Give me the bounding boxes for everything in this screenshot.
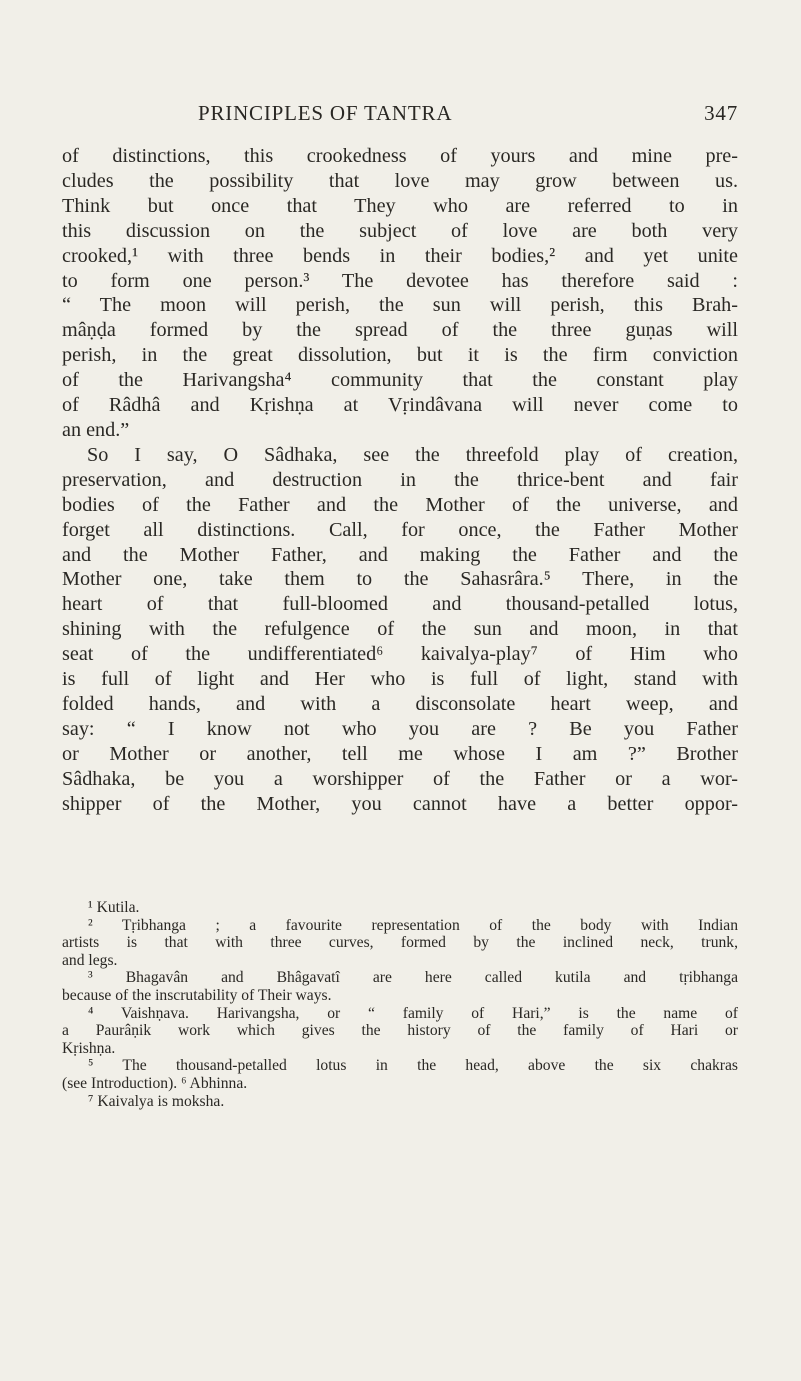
running-title: PRINCIPLES OF TANTRA: [198, 101, 453, 125]
text-line: Mother one, take them to the Sahasrâra.⁵ There, in the: [62, 568, 738, 591]
text-line: forget all distinctions. Call, for once, the Father Mother: [62, 518, 738, 541]
text-line: Sâdhaka, be you a worshipper of the Father or a wor-: [62, 767, 738, 790]
text-line: Think but once that They who are referred to in: [62, 194, 738, 217]
footnote-line: Kṛishṇa.: [62, 1039, 116, 1057]
text-line: crooked,¹ with three bends in their bodies,² and yet unite: [62, 244, 738, 267]
main-text: [62, 144, 738, 816]
text-line: So I say, O Sâdhaka, see the threefold play of creation,: [87, 443, 738, 466]
text-line: an end.”: [62, 418, 130, 441]
text-line: shining with the refulgence of the sun and moon, in that: [62, 618, 738, 641]
footnote-line: ¹ Kutila.: [88, 899, 140, 916]
footnote-line: ² Tṛibhanga ; a favourite representation of the body with Indian: [88, 916, 738, 934]
text-line: or Mother or another, tell me whose I am ?” Brother: [62, 742, 738, 765]
text-line: bodies of the Father and the Mother of the universe, and: [62, 493, 738, 516]
text-line: perish, in the great dissolution, but it is the firm conviction: [62, 344, 738, 367]
text-line: is full of light and Her who is full of light, stand with: [62, 668, 738, 691]
page-number: 347: [704, 101, 738, 125]
footnote-line: because of the inscrutability of Their ways.: [62, 986, 332, 1004]
footnote-line: ⁵ The thousand-petalled lotus in the head, above the six chakras: [88, 1057, 738, 1075]
text-line: of Râdhâ and Kṛishṇa at Vṛindâvana will never come to: [62, 394, 738, 417]
footnote-line: ⁷ Kaivalya is moksha.: [88, 1092, 225, 1110]
footnote-line: ⁴ Vaishṇava. Harivangsha, or “ family of Hari,” is the name of: [88, 1004, 738, 1022]
text-line: preservation, and destruction in the thrice-bent and fair: [62, 468, 738, 491]
text-line: “ The moon will perish, the sun will perish, this Brah-: [62, 294, 738, 317]
footnote-line: artists is that with three curves, formed by the inclined neck, trunk,: [62, 934, 738, 952]
text-line: seat of the undifferentiated⁶ kaivalya-play⁷ of Him who: [62, 643, 738, 666]
text-line: cludes the possibility that love may grow between us.: [62, 169, 738, 192]
footnote-line: (see Introduction). ⁶ Abhinna.: [62, 1074, 248, 1092]
footnotes: [62, 899, 738, 1110]
text-line: this discussion on the subject of love are both very: [62, 219, 738, 242]
footnote-line: ³ Bhagavân and Bhâgavatî are here called kutila and tṛibhanga: [88, 969, 738, 987]
text-line: shipper of the Mother, you cannot have a better oppor-: [62, 792, 738, 815]
text-line: and the Mother Father, and making the Father and the: [62, 543, 738, 566]
footnote-line: a Paurâṇik work which gives the history of the family of Hari or: [62, 1022, 738, 1040]
text-line: say: “ I know not who you are ? Be you Father: [62, 717, 738, 740]
text-line: to form one person.³ The devotee has therefore said :: [62, 269, 738, 292]
footnote-line: and legs.: [62, 951, 118, 969]
text-line: of distinctions, this crookedness of yours and mine pre-: [62, 145, 738, 167]
text-line: of the Harivangsha⁴ community that the constant play: [62, 369, 738, 392]
text-line: mâṇḍa formed by the spread of the three guṇas will: [62, 319, 738, 342]
text-line: heart of that full-bloomed and thousand-petalled lotus,: [62, 593, 738, 616]
text-line: folded hands, and with a disconsolate heart weep, and: [62, 692, 738, 715]
